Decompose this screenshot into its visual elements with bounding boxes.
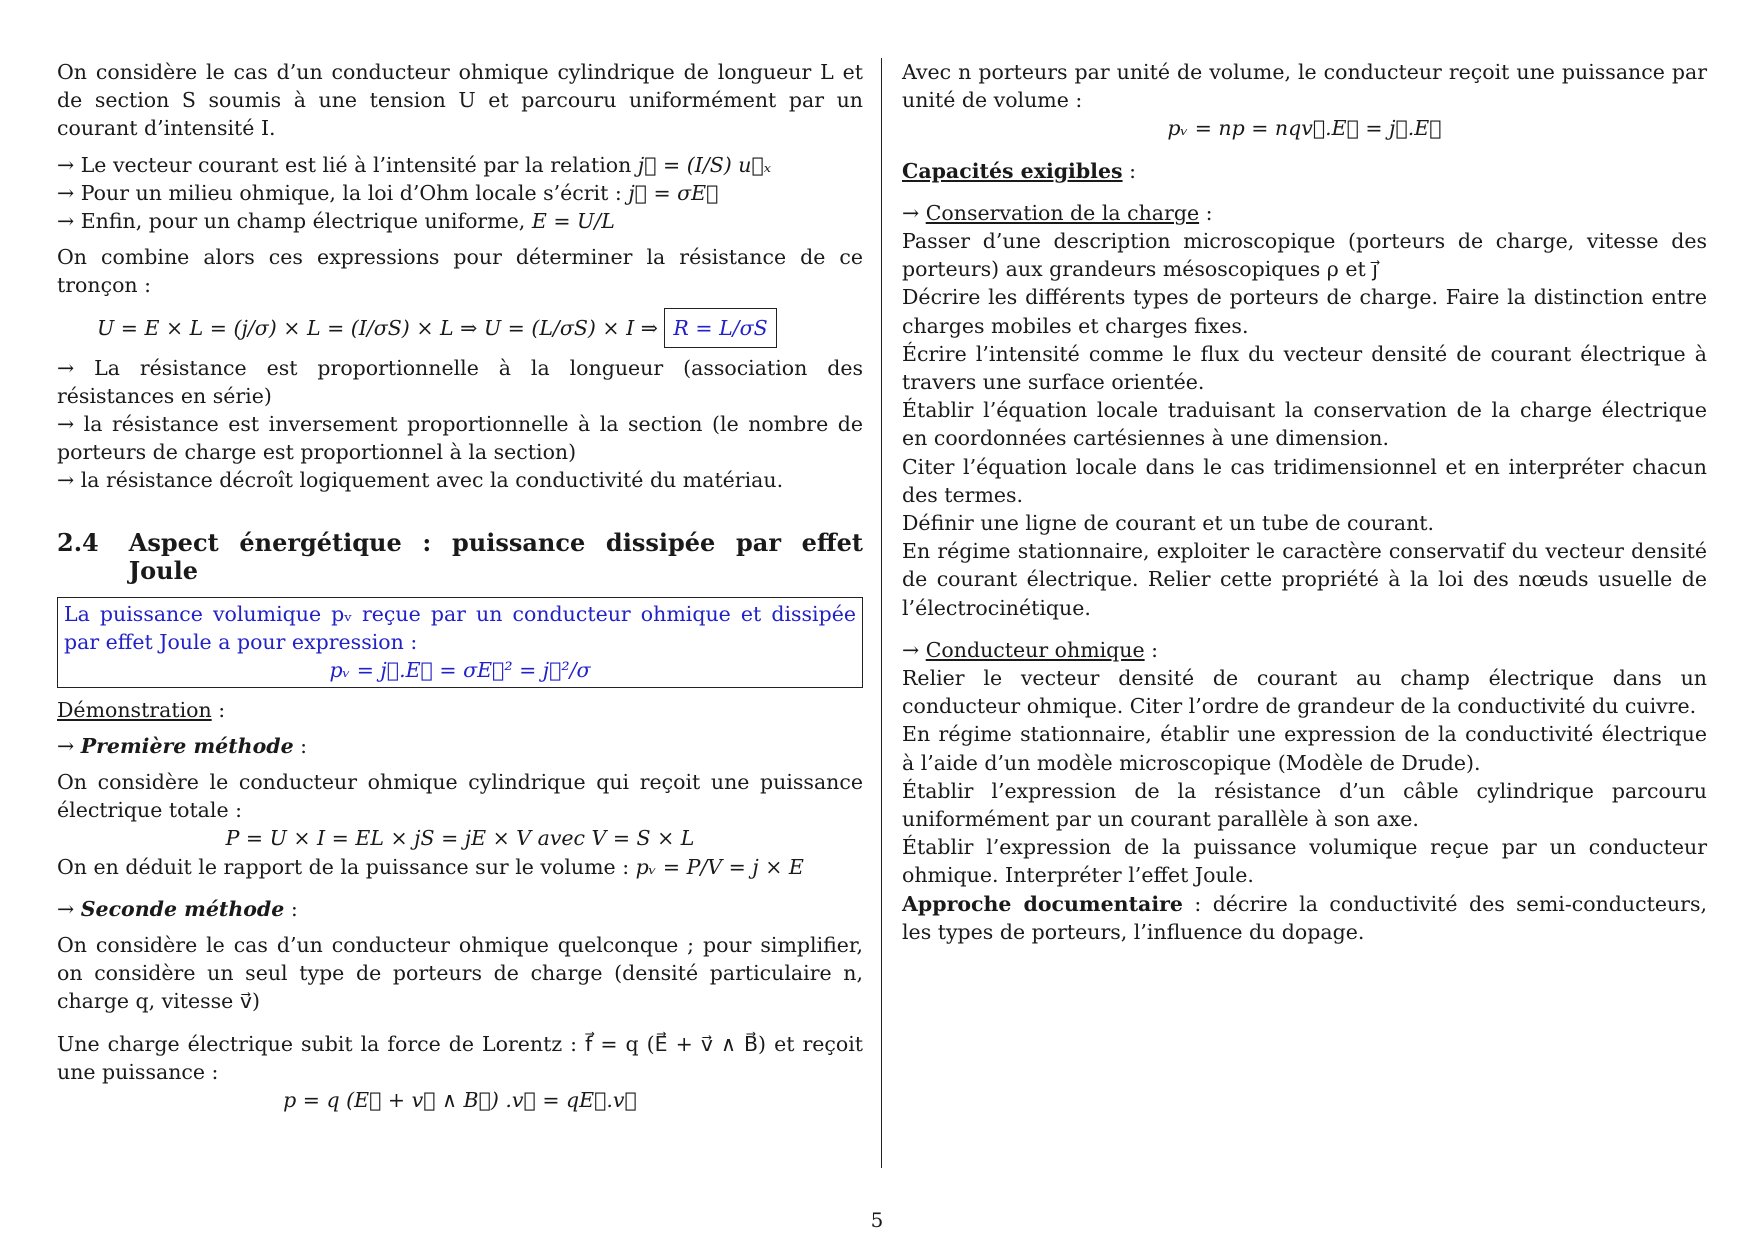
list-item: Citer l’équation locale dans le cas tridimensionnel et en interpréter chacun des termes. xyxy=(902,454,1707,507)
section-title: Aspect énergétique : puissance dissipée par effet Joule xyxy=(128,527,863,585)
current-vector-text: → Le vecteur courant est lié à l’intensité par la relation xyxy=(57,152,632,177)
ohm-law-text: → Pour un milieu ohmique, la loi d’Ohm locale s’écrit : xyxy=(57,180,622,205)
current-vector-line xyxy=(57,151,863,179)
charge-arrow: → xyxy=(902,200,920,225)
uniform-field-text: → Enfin, pour un champ électrique uniforme, xyxy=(57,209,526,234)
method1-ratio-text: On en déduit le rapport de la puissance sur le volume : xyxy=(57,854,630,879)
right-intro: Avec n porteurs par unité de volume, le conducteur reçoit une puissance par unité de volume : xyxy=(902,60,1707,113)
list-item: En régime stationnaire, établir une expression de la conductivité électrique à l’aide d’un modèle microscopique (Modèle de Drude). xyxy=(902,722,1707,775)
demonstration-title: Démonstration xyxy=(57,697,212,722)
column-divider xyxy=(881,58,882,1168)
list-item: Relier le vecteur densité de courant au champ électrique dans un conducteur ohmique. Citer l’ordre de grandeur de la conductivité du cuivre. xyxy=(902,666,1707,719)
section-heading xyxy=(57,529,863,585)
method1-ratio xyxy=(57,853,863,881)
right-intro-equation: pᵥ = np = nqv⃗.E⃗ = j⃗.E⃗ xyxy=(1167,116,1442,141)
capacites-heading xyxy=(902,157,1707,185)
combine-paragraph: On combine alors ces expressions pour déterminer la résistance de ce tronçon : xyxy=(57,245,863,298)
demonstration-colon: : xyxy=(211,697,226,722)
method2-heading xyxy=(57,895,863,923)
charge-heading xyxy=(902,199,1707,227)
resistance-derivation: U = E × L = (j/σ) × L = (I/σS) × L ⇒ U = (L/σS) × I ⇒ xyxy=(97,315,658,340)
list-item: Décrire les différents types de porteurs de charge. Faire la distinction entre charges mobiles et charges fixes. xyxy=(902,285,1707,338)
ohm-colon: : xyxy=(1144,637,1159,662)
ohm-heading xyxy=(902,636,1707,664)
intro-paragraph: On considère le cas d’un conducteur ohmique cylindrique de longueur L et de section S soumis à une tension U et parcouru uniformément par un courant d’intensité I. xyxy=(57,60,863,141)
charge-colon: : xyxy=(1199,200,1213,225)
definition-text: La puissance volumique pᵥ reçue par un conducteur ohmique et dissipée par effet Joule a pour expression : xyxy=(64,602,856,655)
capacites-title: Capacités exigibles xyxy=(902,158,1123,183)
list-item: Passer d’une description microscopique (porteurs de charge, vitesse des porteurs) aux grandeurs mésoscopiques ρ et j⃗ xyxy=(902,229,1707,282)
uniform-field-line xyxy=(57,207,863,235)
ohm-title: Conducteur ohmique xyxy=(925,637,1145,662)
bullet-length: → La résistance est proportionnelle à la longueur (association des résistances en série) xyxy=(57,355,863,408)
right-column xyxy=(902,58,1707,946)
resistance-equation xyxy=(57,308,863,348)
bullet-conductivity: → la résistance décroît logiquement avec la conductivité du matériau. xyxy=(57,468,784,493)
ohm-law-line xyxy=(57,179,863,207)
lorentz-text: Une charge électrique subit la force de Lorentz : f⃗ = q (E⃗ + v⃗ ∧ B⃗) et reçoit une puissance : xyxy=(57,1031,863,1084)
list-item: Définir une ligne de courant et un tube de courant. xyxy=(902,511,1435,536)
left-column xyxy=(57,58,863,1114)
list-item: Établir l’expression de la résistance d’un câble cylindrique parcouru uniformément par un courant parallèle à son axe. xyxy=(902,778,1707,832)
list-item: En régime stationnaire, exploiter le caractère conservatif du vecteur densité de courant électrique. Relier cette propriété à la loi des nœuds usuelle de l’électrocinétique. xyxy=(902,539,1707,620)
ohm-arrow: → xyxy=(902,637,920,662)
approche-text: : décrire la conductivité des semi-conducteurs, les types de porteurs, l’influence du dopage. xyxy=(902,891,1707,944)
section-number: 2.4 xyxy=(57,527,99,557)
method2-text: On considère le cas d’un conducteur ohmique quelconque ; pour simplifier, on considère un seul type de porteurs de charge (densité particulaire n, charge q, vitesse v⃗) xyxy=(57,933,863,1014)
approche-documentaire xyxy=(902,890,1707,946)
list-item: Établir l’équation locale traduisant la conservation de la charge électrique en coordonnées cartésiennes à une dimension. xyxy=(902,398,1707,451)
ohm-law-equation: j⃗ = σE⃗ xyxy=(628,180,719,205)
definition-box xyxy=(57,597,863,688)
approche-title: Approche documentaire xyxy=(902,891,1183,916)
uniform-field-equation: E = U/L xyxy=(531,209,615,234)
method2-colon: : xyxy=(284,896,298,921)
method1-arrow: → xyxy=(57,733,75,758)
demonstration-label xyxy=(57,696,863,724)
list-item: Établir l’expression de la puissance volumique reçue par un conducteur ohmique. Interpréter l’effet Joule. xyxy=(902,835,1707,888)
page-number: 5 xyxy=(870,1208,884,1232)
resistance-result-box: R = L/σS xyxy=(664,308,776,348)
method1-equation: P = U × I = EL × jS = jE × V avec V = S × L xyxy=(225,826,695,851)
definition-equation: pᵥ = j⃗.E⃗ = σE⃗² = j⃗²/σ xyxy=(329,658,591,683)
method2-arrow: → xyxy=(57,896,75,921)
list-item: Écrire l’intensité comme le flux du vecteur densité de courant électrique à travers une surface orientée. xyxy=(902,341,1707,395)
method1-heading xyxy=(57,732,863,760)
lorentz-equation: p = q (E⃗ + v⃗ ∧ B⃗) .v⃗ = qE⃗.v⃗ xyxy=(283,1088,637,1113)
bullet-section: → la résistance est inversement proportionnelle à la section (le nombre de porteurs de charge est proportionnel à la section) xyxy=(57,412,863,465)
method2-title: Seconde méthode xyxy=(80,896,285,921)
method1-title: Première méthode xyxy=(80,733,294,758)
current-vector-equation: j⃗ = (I/S) u⃗ₓ xyxy=(637,152,772,177)
method1-colon: : xyxy=(293,733,308,758)
capacites-colon: : xyxy=(1122,158,1136,183)
charge-title: Conservation de la charge xyxy=(925,200,1200,225)
method1-text: On considère le conducteur ohmique cylindrique qui reçoit une puissance électrique totale : xyxy=(57,770,863,823)
method1-ratio-equation: pᵥ = P/V = j × E xyxy=(635,854,804,879)
